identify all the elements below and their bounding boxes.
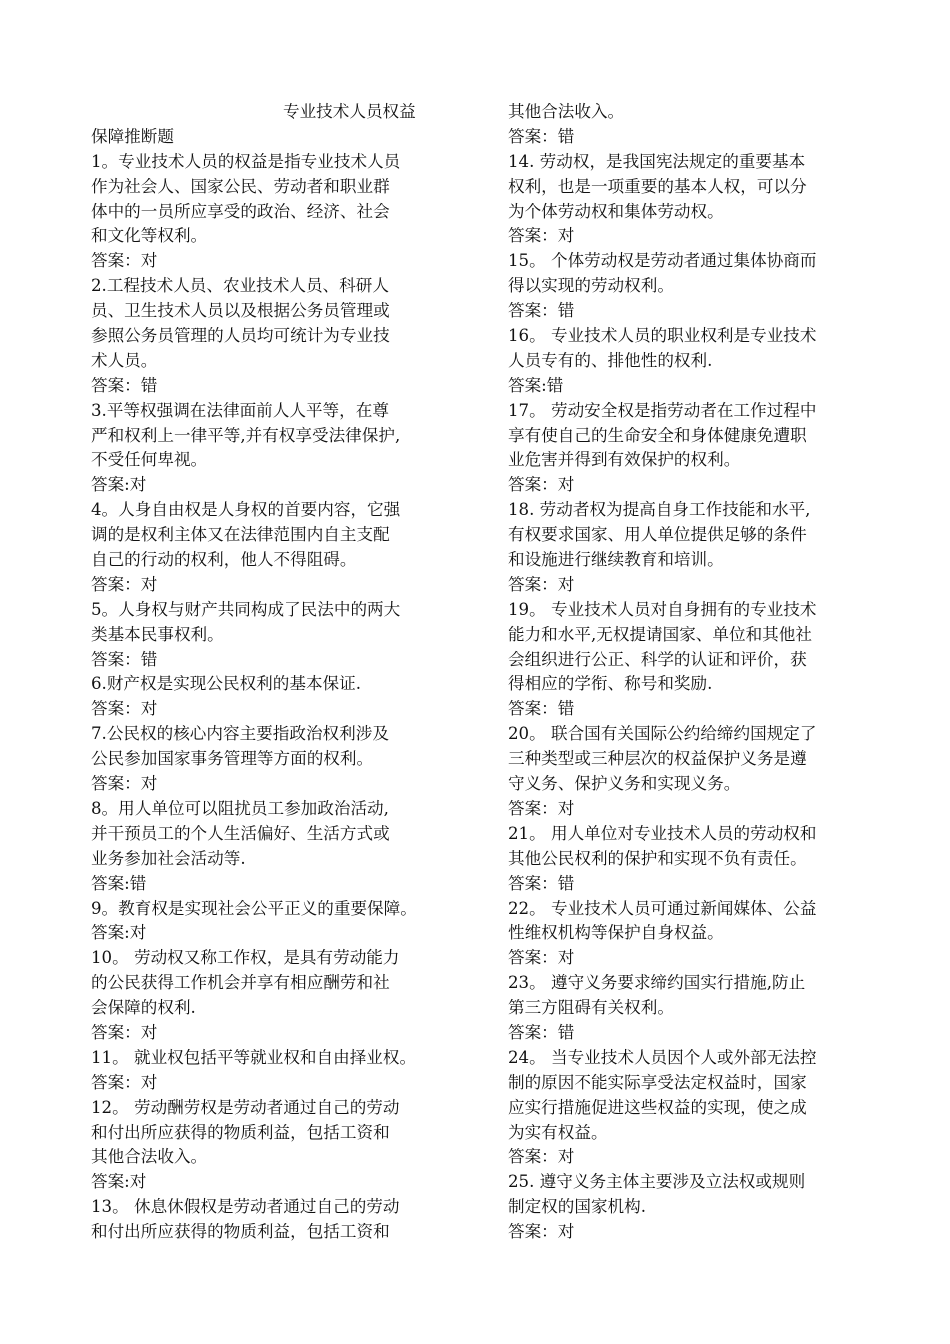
right-column-line: 制的原因不能实际享受法定权益时，国家 <box>508 1072 807 1092</box>
left-column-line: 答案：对 <box>91 699 158 719</box>
right-column-line: 应实行措施促进这些权益的实现，使之成 <box>508 1097 807 1117</box>
right-column-line: 18. 劳动者权为提高自身工作技能和水平, <box>508 500 811 520</box>
right-column-line: 答案:错 <box>508 375 564 395</box>
right-column-line: 享有使自己的生命安全和身体健康免遭职 <box>508 425 807 445</box>
left-column-line: 答案：对 <box>91 774 158 794</box>
right-column-line: 和设施进行继续教育和培训。 <box>508 550 724 570</box>
left-column-line: 8。用人单位可以阻扰员工参加政治活动, <box>91 798 389 818</box>
left-column-line: 2.工程技术人员、农业技术人员、科研人 <box>91 276 389 296</box>
left-column-line: 1。专业技术人员的权益是指专业技术人员 <box>91 151 401 171</box>
left-column-line: 答案：对 <box>91 574 158 594</box>
right-column-line: 答案：对 <box>508 574 575 594</box>
right-column-line: 答案：对 <box>508 475 575 495</box>
right-column-line: 性维权机构等保护自身权益。 <box>508 923 724 943</box>
right-column <box>508 100 870 1245</box>
left-column-line: 类基本民事权利。 <box>91 624 224 644</box>
left-column-line: 作为社会人、国家公民、劳动者和职业群 <box>91 176 390 196</box>
right-column-line: 第三方阻碍有关权利。 <box>508 998 674 1018</box>
left-column-line: 不受任何卑视。 <box>91 450 208 470</box>
left-column-line: 答案：对 <box>91 1022 158 1042</box>
right-column-line: 24。 当专业技术人员因个人或外部无法控 <box>508 1047 817 1067</box>
left-column-line: 的公民获得工作机会并享有相应酬劳和社 <box>91 973 390 993</box>
left-column-line: 自己的行动的权利，他人不得阻碍。 <box>91 550 357 570</box>
right-column-line: 答案：对 <box>508 226 575 246</box>
left-column-line: 严和权利上一律平等,并有权享受法律保护, <box>91 425 401 445</box>
left-column-line: 专业技术人员权益 <box>283 102 416 121</box>
left-column-line: 体中的一员所应享受的政治、经济、社会 <box>91 201 390 221</box>
right-column-line: 人员专有的、排他性的权利. <box>508 350 713 370</box>
left-column-line: 员、卫生技术人员以及根据公务员管理或 <box>91 301 390 321</box>
right-column-line: 为个体劳动权和集体劳动权。 <box>508 201 724 221</box>
right-column-line: 权利，也是一项重要的基本人权，可以分 <box>508 176 807 196</box>
right-column-line: 为实有权益。 <box>508 1122 608 1142</box>
right-column-line: 14. 劳动权，是我国宪法规定的重要基本 <box>508 151 806 171</box>
right-column-line: 制定权的国家机构. <box>508 1197 647 1217</box>
left-column-line: 保障推断题 <box>91 126 174 146</box>
left-column-line: 答案:对 <box>91 475 147 495</box>
right-column-line: 23。 遵守义务要求缔约国实行措施,防止 <box>508 973 806 993</box>
left-column-line: 参照公务员管理的人员均可统计为专业技 <box>91 326 390 346</box>
left-column-line: 和付出所应获得的物质利益，包括工资和 <box>91 1122 390 1142</box>
left-column-line: 13。 休息休假权是劳动者通过自己的劳动 <box>91 1197 400 1217</box>
right-column-line: 答案：错 <box>508 699 575 719</box>
right-column-line: 得相应的学衔、称号和奖励. <box>508 674 713 694</box>
left-column-line: 11。 就业权包括平等就业权和自由择业权。 <box>91 1047 417 1067</box>
left-column-line: 3.平等权强调在法律面前人人平等，在尊 <box>91 400 389 420</box>
left-column-line: 和文化等权利。 <box>91 226 208 246</box>
left-column-line: 会保障的权利. <box>91 998 196 1018</box>
left-column-line: 答案:错 <box>91 873 147 893</box>
right-column-line: 答案：错 <box>508 301 575 321</box>
right-column-line: 25. 遵守义务主体主要涉及立法权或规则 <box>508 1172 806 1192</box>
left-column-line: 术人员。 <box>91 350 158 370</box>
left-column-line: 答案：对 <box>91 1072 158 1092</box>
left-column-line: 其他合法收入。 <box>91 1147 208 1167</box>
right-column-line: 21。 用人单位对专业技术人员的劳动权和 <box>508 823 817 843</box>
right-column-line: 答案：对 <box>508 798 575 818</box>
right-column-line: 20。 联合国有关国际公约给缔约国规定了 <box>508 724 817 744</box>
left-column-line: 10。 劳动权又称工作权，是具有劳动能力 <box>91 948 400 968</box>
left-column-line: 答案:对 <box>91 923 147 943</box>
left-column-line: 和付出所应获得的物质利益，包括工资和 <box>91 1222 390 1242</box>
right-column-line: 答案：对 <box>508 1222 575 1242</box>
right-column-line: 其他合法收入。 <box>508 102 625 121</box>
left-column-line: 9。教育权是实现社会公平正义的重要保障。 <box>91 898 417 918</box>
left-column-line: 调的是权利主体又在法律范围内自主支配 <box>91 525 390 545</box>
right-column-line: 答案：对 <box>508 1147 575 1167</box>
right-column-line: 22。 专业技术人员可通过新闻媒体、公益 <box>508 898 817 918</box>
left-column-line: 答案:对 <box>91 1172 147 1192</box>
right-column-line: 得以实现的劳动权利。 <box>508 276 674 296</box>
right-column-line: 会组织进行公正、科学的认证和评价，获 <box>508 649 807 669</box>
left-column-line: 答案：错 <box>91 375 158 395</box>
right-column-line: 能力和水平,无权提请国家、单位和其他社 <box>508 624 812 644</box>
left-column-line: 4。人身自由权是人身权的首要内容，它强 <box>91 500 401 520</box>
right-column-line: 答案：对 <box>508 948 575 968</box>
left-column-line: 并干预员工的个人生活偏好、生活方式或 <box>91 823 390 843</box>
right-column-line: 答案：错 <box>508 873 575 893</box>
left-column-line: 业务参加社会活动等. <box>91 848 246 868</box>
left-column-line: 答案：错 <box>91 649 158 669</box>
left-column-line: 公民参加国家事务管理等方面的权利。 <box>91 749 374 769</box>
left-column-line: 12。 劳动酬劳权是劳动者通过自己的劳动 <box>91 1097 400 1117</box>
right-column-line: 守义务、保护义务和实现义务。 <box>508 774 741 794</box>
right-column-line: 答案：错 <box>508 126 575 146</box>
right-column-line: 有权要求国家、用人单位提供足够的条件 <box>508 525 807 545</box>
left-column-line: 答案：对 <box>91 251 158 271</box>
right-column-line: 业危害并得到有效保护的权利。 <box>508 450 741 470</box>
right-column-line: 17。 劳动安全权是指劳动者在工作过程中 <box>508 400 817 420</box>
left-column-line: 7.公民权的核心内容主要指政治权利涉及 <box>91 724 389 744</box>
right-column-line: 15。 个体劳动权是劳动者通过集体协商而 <box>508 251 817 271</box>
right-column-line: 三种类型或三种层次的权益保护义务是遵 <box>508 749 807 769</box>
right-column-line: 答案：错 <box>508 1022 575 1042</box>
right-column-line: 其他公民权利的保护和实现不负有责任。 <box>508 848 807 868</box>
left-column-line: 6.财产权是实现公民权利的基本保证. <box>91 674 362 694</box>
left-column <box>91 100 453 1245</box>
right-column-line: 16。 专业技术人员的职业权利是专业技术 <box>508 326 817 346</box>
left-column-line: 5。人身权与财产共同构成了民法中的两大 <box>91 599 401 619</box>
right-column-line: 19。 专业技术人员对自身拥有的专业技术 <box>508 599 817 619</box>
